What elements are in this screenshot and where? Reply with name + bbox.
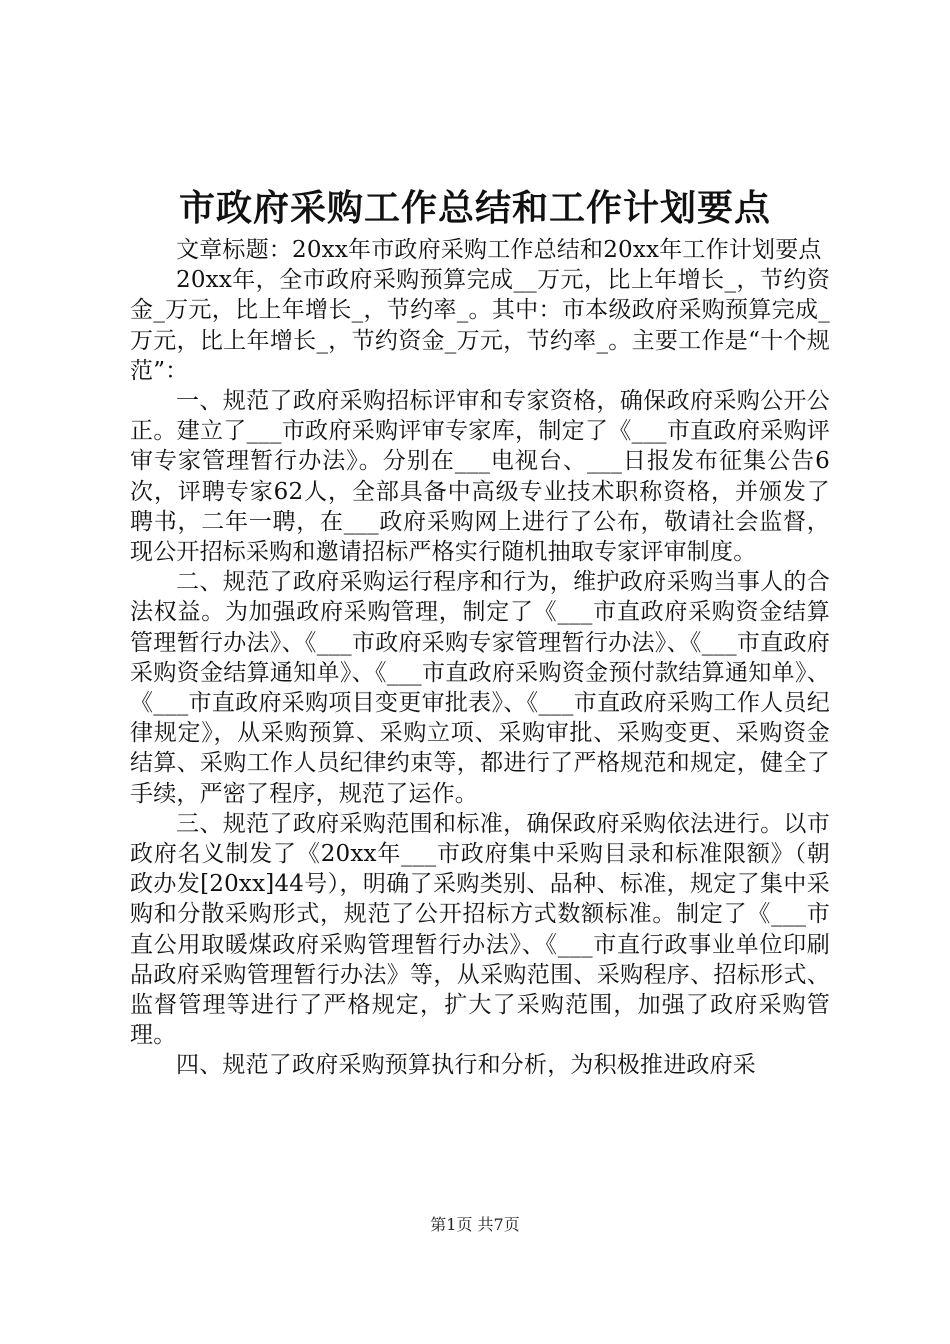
paragraph-item-3: 三、规范了政府采购范围和标准，确保政府采购依法进行。以市政府名义制发了《20xx年___市政府集中采购目录和标准限额》（朝政办发[20xx]44号），明确了采购类别、品种、标准，规定了集中采购和分散采购形式，规范了公开招标方式数额标准。制定了《___市直公用取暖煤政府采购管理暂行办法》、《___市直行政事业单位印刷品政府采购管理暂行办法》等，从采购范围、采购程序、招标形式、监督管理等进行了严格规定，扩大了采购范围，加强了政府采购管理。 <box>130 810 830 1049</box>
paragraph-item-4: 四、规范了政府采购预算执行和分析，为积极推进政府采 <box>176 1052 756 1079</box>
document-body <box>130 235 830 1081</box>
paragraph-item-1: 一、规范了政府采购招标评审和专家资格，确保政府采购公开公正。建立了___市政府采购评审专家库，制定了《___市直政府采购评审专家管理暂行办法》。分别在___电视台、___日报发布征集公告6次，评聘专家62人，全部具备中高级专业技术职称资格，并颁发了聘书，二年一聘，在___政府采购网上进行了公布，敬请社会监督，现公开招标采购和邀请招标严格实行随机抽取专家评审制度。 <box>130 388 830 566</box>
document-title: 市政府采购工作总结和工作计划要点 <box>178 187 771 229</box>
paragraph-item-2: 二、规范了政府采购运行程序和行为，维护政府采购当事人的合法权益。为加强政府采购管理，制定了《___市直政府采购资金结算管理暂行办法》、《___市政府采购专家管理暂行办法》、《___市直政府采购资金结算通知单》、《___市直政府采购资金预付款结算通知单》、《___市直政府采购项目变更审批表》、《___市直政府采购工作人员纪律规定》，从采购预算、采购立项、采购审批、采购变更、采购资金结算、采购工作人员纪律约束等，都进行了严格规范和规定，健全了手续，严密了程序，规范了运作。 <box>130 569 830 807</box>
page-number: 第1页 共7页 <box>430 1215 520 1234</box>
paragraph-summary: 20xx年，全市政府采购预算完成__万元，比上年增长_，节约资金_万元，比上年增长_，节约率_。其中：市本级政府采购预算完成_万元，比上年增长_，节约资金_万元，节约率_。主要工作是“十个规范”： <box>130 267 830 384</box>
paragraph-article-title: 文章标题：20xx年市政府采购工作总结和20xx年工作计划要点 <box>176 237 822 263</box>
